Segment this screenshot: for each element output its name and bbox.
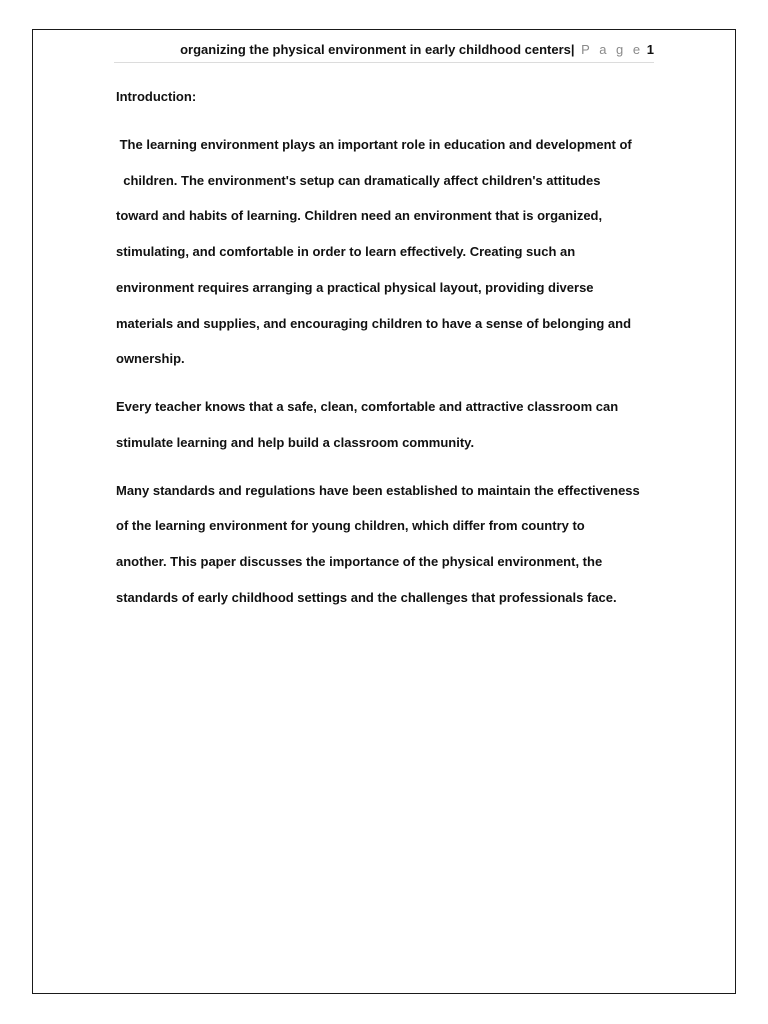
paragraph-line: stimulating, and comfortable in order to learn effectively. Creating such an — [116, 244, 576, 259]
paragraph-line: of the learning environment for young children, which differ from country to — [116, 518, 585, 533]
section-heading: Introduction: — [116, 89, 197, 104]
paragraph-line: environment requires arranging a practical physical layout, providing diverse — [116, 280, 594, 295]
header-divider — [114, 62, 654, 63]
paragraph-line: children. The environment's setup can dramatically affect children's attitudes — [116, 173, 601, 188]
header-page-number: 1 — [646, 42, 654, 57]
page-header — [116, 42, 654, 62]
paragraph-line: The learning environment plays an important role in education and development of — [116, 137, 632, 152]
header-title: organizing the physical environment in early childhood centers — [180, 42, 571, 57]
paragraph-line: Many standards and regulations have been established to maintain the effectiveness — [116, 483, 640, 498]
paragraph-line: ownership. — [116, 351, 185, 366]
header-separator: | — [570, 42, 575, 57]
paragraph-line: stimulate learning and help build a classroom community. — [116, 435, 475, 450]
paragraph-line: materials and supplies, and encouraging children to have a sense of belonging and — [116, 316, 632, 331]
paragraph-line: another. This paper discusses the importance of the physical environment, the — [116, 554, 603, 569]
paragraph-line: standards of early childhood settings and the challenges that professionals face. — [116, 590, 617, 605]
header-page-label: P a g e — [581, 42, 644, 57]
paragraph-line: toward and habits of learning. Children need an environment that is organized, — [116, 208, 603, 223]
paragraph-line: Every teacher knows that a safe, clean, comfortable and attractive classroom can — [116, 399, 619, 414]
